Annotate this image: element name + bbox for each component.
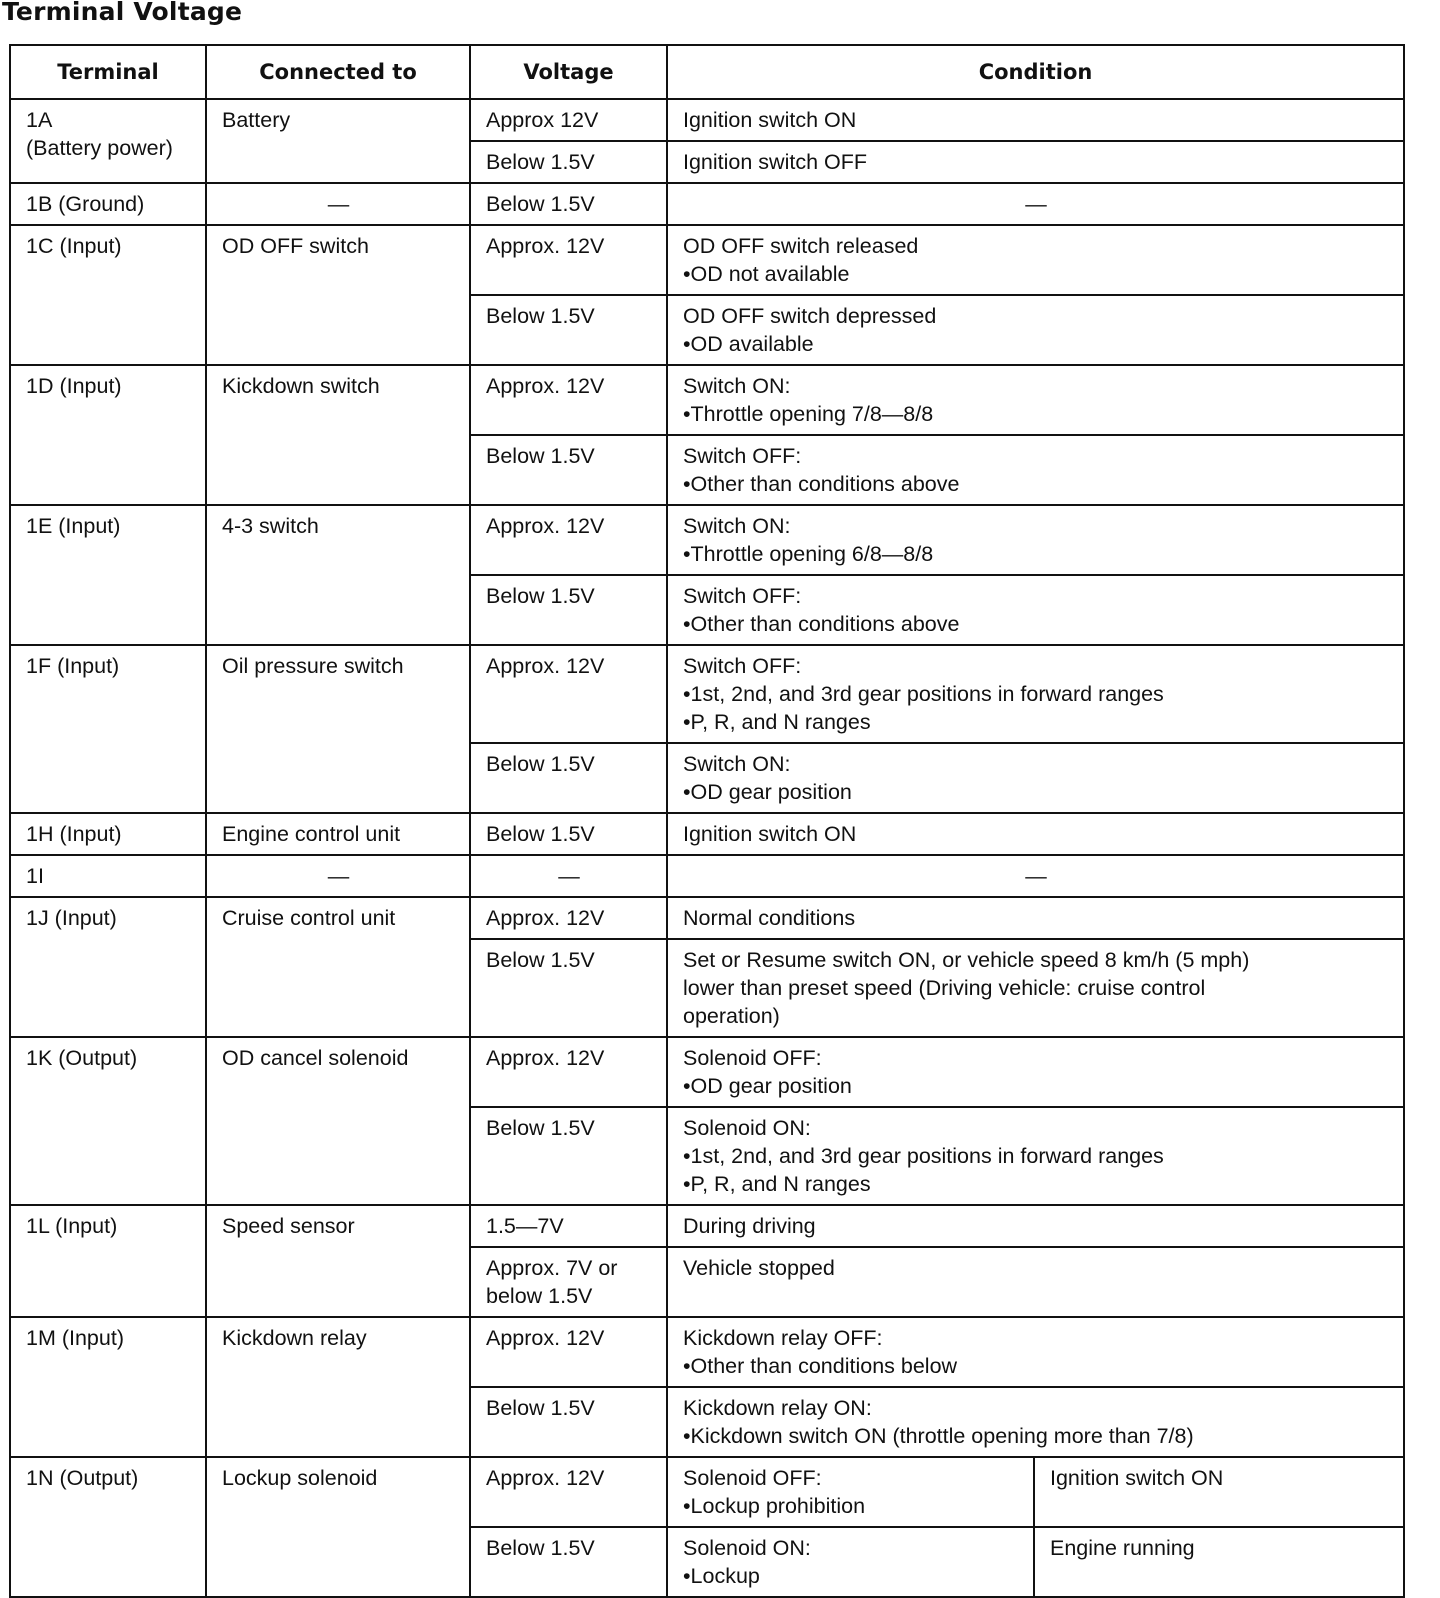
voltage-cell: Below 1.5V bbox=[470, 141, 667, 183]
terminal-cell: 1J (Input) bbox=[10, 897, 206, 1037]
terminal-cell: 1I bbox=[10, 855, 206, 897]
terminal-voltage-table bbox=[9, 44, 1405, 1598]
condition-cell: Switch ON: •Throttle opening 7/8—8/8 bbox=[667, 365, 1404, 435]
terminal-cell: 1K (Output) bbox=[10, 1037, 206, 1205]
condition-cell: Set or Resume switch ON, or vehicle speed 8 km/h (5 mph) lower than preset speed (Driving vehicle: cruise control operation) bbox=[667, 939, 1404, 1037]
voltage-cell: Approx. 12V bbox=[470, 897, 667, 939]
connected-to-cell: OD cancel solenoid bbox=[206, 1037, 470, 1205]
header-connected-to: Connected to bbox=[206, 45, 470, 99]
terminal-cell: 1B (Ground) bbox=[10, 183, 206, 225]
terminal-cell: 1H (Input) bbox=[10, 813, 206, 855]
condition-cell: Solenoid ON: •Lockup bbox=[667, 1527, 1034, 1597]
voltage-cell: Approx. 12V bbox=[470, 505, 667, 575]
table-row bbox=[10, 99, 1404, 141]
voltage-cell: Approx. 12V bbox=[470, 645, 667, 743]
condition-cell: Ignition switch ON bbox=[667, 813, 1404, 855]
condition-cell: — bbox=[667, 183, 1404, 225]
voltage-cell: Approx. 12V bbox=[470, 1317, 667, 1387]
voltage-cell: Below 1.5V bbox=[470, 1527, 667, 1597]
condition-cell: OD OFF switch depressed •OD available bbox=[667, 295, 1404, 365]
connected-to-cell: Oil pressure switch bbox=[206, 645, 470, 813]
table-row bbox=[10, 813, 1404, 855]
connected-to-cell: Lockup solenoid bbox=[206, 1457, 470, 1597]
voltage-cell: Below 1.5V bbox=[470, 813, 667, 855]
connected-to-cell: — bbox=[206, 855, 470, 897]
condition-cell: Kickdown relay ON: •Kickdown switch ON (throttle opening more than 7/8) bbox=[667, 1387, 1404, 1457]
voltage-cell: Below 1.5V bbox=[470, 743, 667, 813]
table-row bbox=[10, 1457, 1404, 1527]
header-condition: Condition bbox=[667, 45, 1404, 99]
terminal-cell: 1D (Input) bbox=[10, 365, 206, 505]
condition-cell: Switch ON: •Throttle opening 6/8—8/8 bbox=[667, 505, 1404, 575]
condition-cell: Switch OFF: •Other than conditions above bbox=[667, 575, 1404, 645]
connected-to-cell: Cruise control unit bbox=[206, 897, 470, 1037]
terminal-cell: 1N (Output) bbox=[10, 1457, 206, 1597]
condition-cell: Kickdown relay OFF: •Other than conditions below bbox=[667, 1317, 1404, 1387]
terminal-cell: 1F (Input) bbox=[10, 645, 206, 813]
condition-cell: Vehicle stopped bbox=[667, 1247, 1404, 1317]
connected-to-cell: Engine control unit bbox=[206, 813, 470, 855]
table-row bbox=[10, 365, 1404, 435]
table-row bbox=[10, 855, 1404, 897]
terminal-cell: 1C (Input) bbox=[10, 225, 206, 365]
table-row bbox=[10, 897, 1404, 939]
header-row bbox=[10, 45, 1404, 99]
condition-cell: Solenoid ON: •1st, 2nd, and 3rd gear positions in forward ranges •P, R, and N ranges bbox=[667, 1107, 1404, 1205]
condition-cell: Solenoid OFF: •OD gear position bbox=[667, 1037, 1404, 1107]
condition-cell: Normal conditions bbox=[667, 897, 1404, 939]
table-row bbox=[10, 645, 1404, 743]
connected-to-cell: Speed sensor bbox=[206, 1205, 470, 1317]
connected-to-cell: OD OFF switch bbox=[206, 225, 470, 365]
table-row bbox=[10, 505, 1404, 575]
terminal-cell: 1A (Battery power) bbox=[10, 99, 206, 183]
voltage-cell: Below 1.5V bbox=[470, 939, 667, 1037]
terminal-cell: 1M (Input) bbox=[10, 1317, 206, 1457]
condition-note-cell: Ignition switch ON bbox=[1034, 1457, 1404, 1527]
condition-cell: Switch OFF: •Other than conditions above bbox=[667, 435, 1404, 505]
connected-to-cell: — bbox=[206, 183, 470, 225]
condition-cell: Switch ON: •OD gear position bbox=[667, 743, 1404, 813]
condition-cell: OD OFF switch released •OD not available bbox=[667, 225, 1404, 295]
voltage-cell: Approx 12V bbox=[470, 99, 667, 141]
table-row bbox=[10, 183, 1404, 225]
condition-cell: Ignition switch OFF bbox=[667, 141, 1404, 183]
voltage-cell: Below 1.5V bbox=[470, 575, 667, 645]
connected-to-cell: Kickdown switch bbox=[206, 365, 470, 505]
condition-cell: During driving bbox=[667, 1205, 1404, 1247]
table-row bbox=[10, 1037, 1404, 1107]
condition-cell: Ignition switch ON bbox=[667, 99, 1404, 141]
header-terminal: Terminal bbox=[10, 45, 206, 99]
connected-to-cell: Kickdown relay bbox=[206, 1317, 470, 1457]
voltage-cell: Approx. 12V bbox=[470, 225, 667, 295]
voltage-cell: Below 1.5V bbox=[470, 183, 667, 225]
voltage-cell: Approx. 12V bbox=[470, 1457, 667, 1527]
connected-to-cell: Battery bbox=[206, 99, 470, 183]
voltage-cell: Below 1.5V bbox=[470, 1107, 667, 1205]
table-row bbox=[10, 1205, 1404, 1247]
voltage-cell: Below 1.5V bbox=[470, 295, 667, 365]
condition-cell: Solenoid OFF: •Lockup prohibition bbox=[667, 1457, 1034, 1527]
table-row bbox=[10, 225, 1404, 295]
page-title: Terminal Voltage bbox=[2, 0, 243, 26]
condition-cell: Switch OFF: •1st, 2nd, and 3rd gear positions in forward ranges •P, R, and N ranges bbox=[667, 645, 1404, 743]
condition-note-cell: Engine running bbox=[1034, 1527, 1404, 1597]
voltage-cell: Below 1.5V bbox=[470, 435, 667, 505]
condition-cell: — bbox=[667, 855, 1404, 897]
voltage-cell: Approx. 12V bbox=[470, 365, 667, 435]
header-voltage: Voltage bbox=[470, 45, 667, 99]
connected-to-cell: 4-3 switch bbox=[206, 505, 470, 645]
voltage-cell: Below 1.5V bbox=[470, 1387, 667, 1457]
terminal-cell: 1E (Input) bbox=[10, 505, 206, 645]
voltage-cell: — bbox=[470, 855, 667, 897]
voltage-cell: Approx. 12V bbox=[470, 1037, 667, 1107]
table-row bbox=[10, 1317, 1404, 1387]
voltage-cell: Approx. 7V or below 1.5V bbox=[470, 1247, 667, 1317]
terminal-cell: 1L (Input) bbox=[10, 1205, 206, 1317]
voltage-cell: 1.5—7V bbox=[470, 1205, 667, 1247]
